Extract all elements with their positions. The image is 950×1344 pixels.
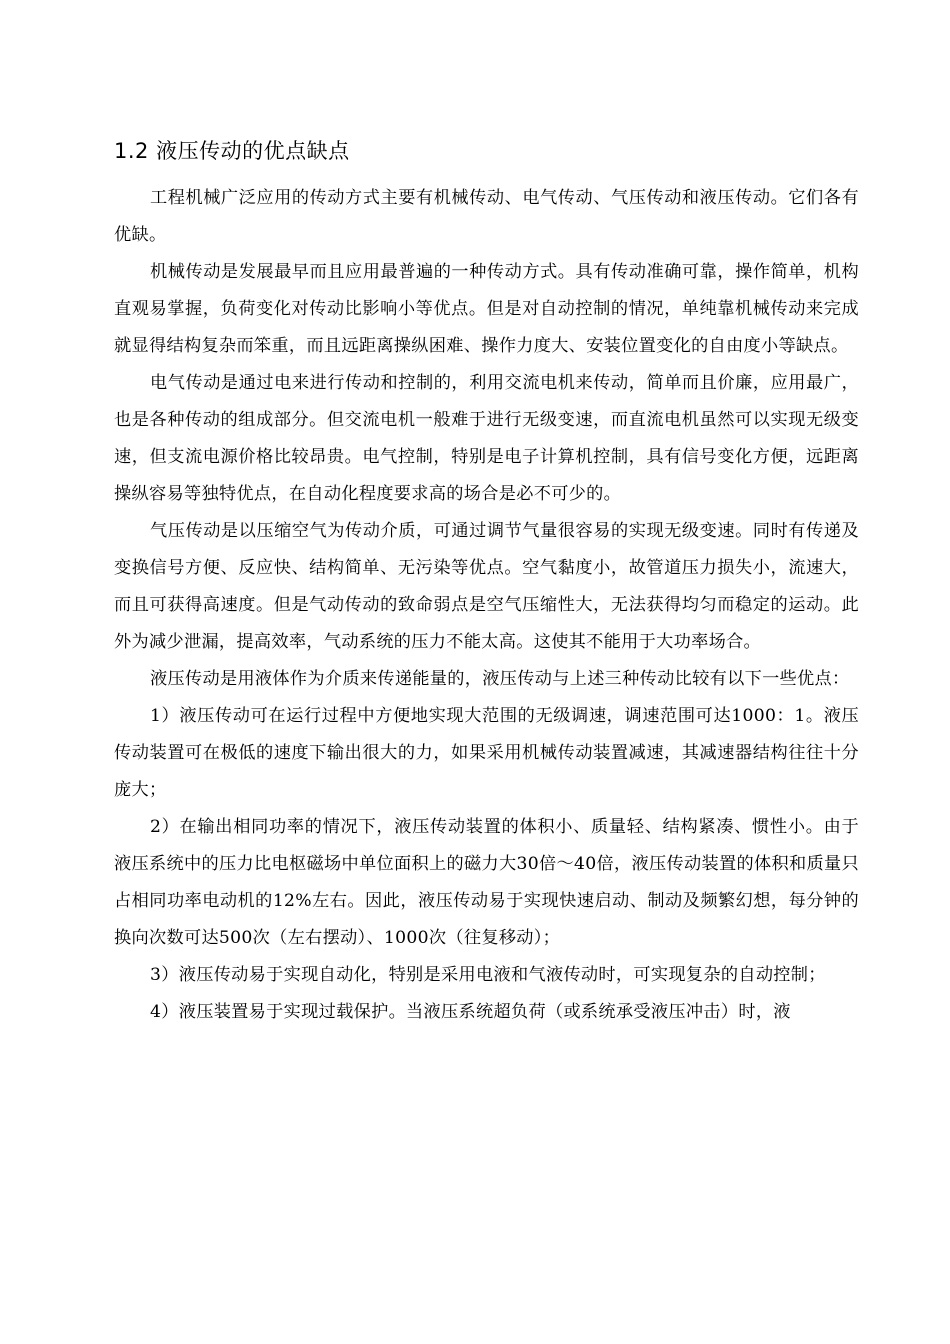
- document-page: [114, 136, 859, 1031]
- list-item-2: 2）在输出相同功率的情况下，液压传动装置的体积小、质量轻、结构紧凑、惯性小。由于液压系统中的压力比电枢磁场中单位面积上的磁力大30倍～40倍，液压传动装置的体积和质量只占相同功率电动机的12%左右。因此，液压传动易于实现快速启动、制动及频繁幻想，每分钟的换向次数可达500次（左右摆动）、1000次（往复移动）；: [114, 817, 859, 948]
- list-item-3: 3）液压传动易于实现自动化，特别是采用电液和气液传动时，可实现复杂的自动控制；: [150, 965, 826, 985]
- paragraph-mechanical: 机械传动是发展最早而且应用最普遍的一种传动方式。具有传动准确可靠，操作简单，机构直观易掌握，负荷变化对传动比影响小等优点。但是对自动控制的情况，单纯靠机械传动来完成就显得结构复杂而笨重，而且远距离操纵困难、操作力度大、安装位置变化的自由度小等缺点。: [114, 262, 859, 356]
- paragraph-electrical: 电气传动是通过电来进行传动和控制的，利用交流电机来传动，简单而且价廉，应用最广，也是各种传动的组成部分。但交流电机一般难于进行无级变速，而直流电机虽然可以实现无级变速，但支流电源价格比较昂贵。电气控制，特别是电子计算机控制，具有信号变化方便，远距离操纵容易等独特优点，在自动化程度要求高的场合是必不可少的。: [114, 373, 859, 504]
- list-item-1: 1）液压传动可在运行过程中方便地实现大范围的无级调速，调速范围可达1000：1。液压传动装置可在极低的速度下输出很大的力，如果采用机械传动装置减速，其减速器结构往往十分庞大；: [114, 706, 859, 800]
- paragraph-hydraulic: 液压传动是用液体作为介质来传递能量的，液压传动与上述三种传动比较有以下一些优点：: [150, 669, 850, 689]
- section-heading: 1.2 液压传动的优点缺点: [114, 139, 350, 163]
- paragraph-pneumatic: 气压传动是以压缩空气为传动介质，可通过调节气量很容易的实现无级变速。同时有传递及变换信号方便、反应快、结构简单、无污染等优点。空气黏度小，故管道压力损失小，流速大，而且可获得高速度。但是气动传动的致命弱点是空气压缩性大，无法获得均匀而稳定的运动。此外为减少泄漏，提高效率，气动系统的压力不能太高。这使其不能用于大功率场合。: [114, 521, 859, 652]
- list-item-4: 4）液压装置易于实现过载保护。当液压系统超负荷（或系统承受液压冲击）时，液: [150, 1002, 791, 1022]
- paragraph-intro: 工程机械广泛应用的传动方式主要有机械传动、电气传动、气压传动和液压传动。它们各有优缺。: [114, 188, 859, 245]
